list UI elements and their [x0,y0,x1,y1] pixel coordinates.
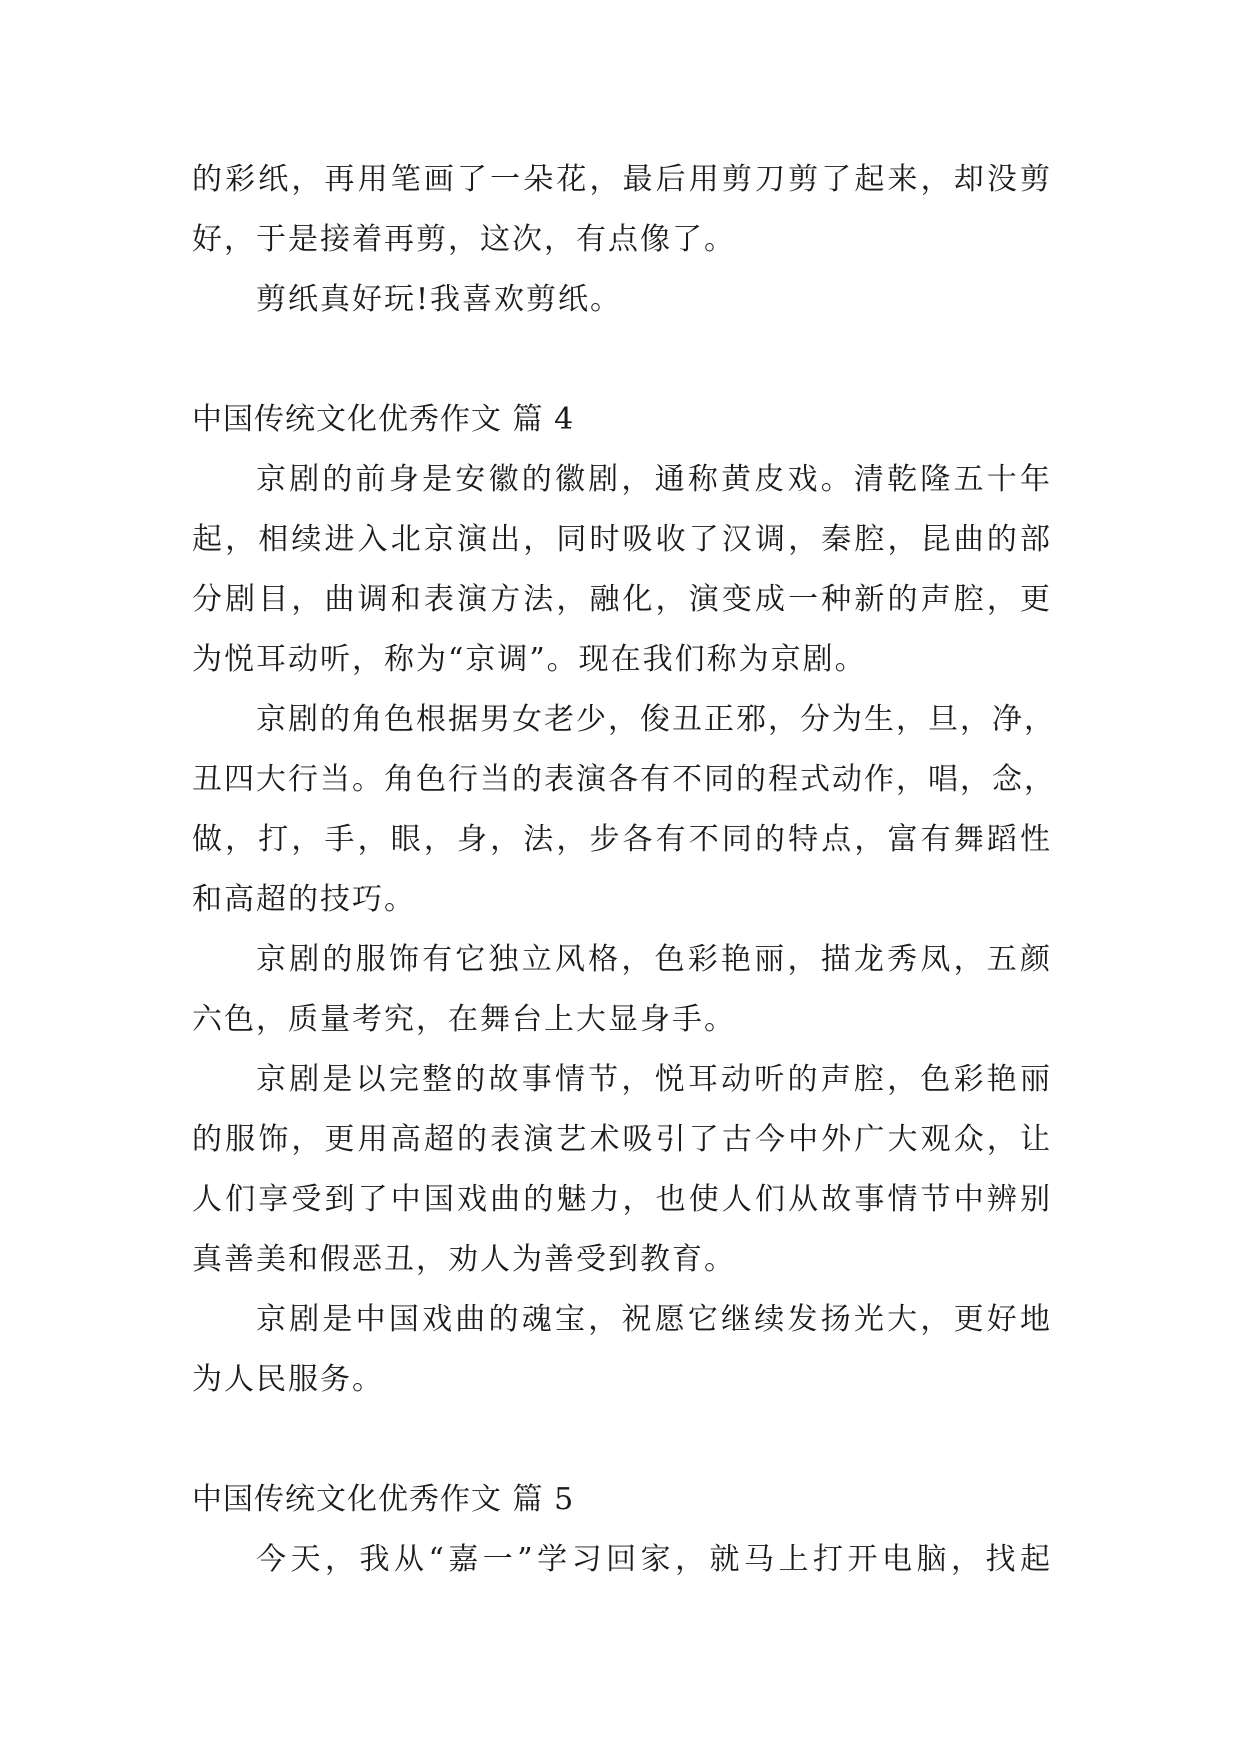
text-line: 为人民服务。 [192,1362,384,1397]
text-line: 丑四大行当。角色行当的表演各有不同的程式动作，唱，念， [192,762,1056,797]
text-line: 京剧的前身是安徽的徽剧，通称黄皮戏。清乾隆五十年 [256,462,1052,497]
section-gap [192,330,1052,390]
text-line: 人们享受到了中国戏曲的魅力，也使人们从故事情节中辨别 [192,1182,1052,1217]
text-line: 六色，质量考究，在舞台上大显身手。 [192,1002,736,1037]
text-line: 为悦耳动听，称为“京调”。现在我们称为京剧。 [192,642,867,677]
text-line: 京剧的角色根据男女老少，俊丑正邪，分为生，旦，净， [256,702,1056,737]
text-line: 的服饰，更用高超的表演艺术吸引了古今中外广大观众，让 [192,1122,1052,1157]
closing-line: 剪纸真好玩!我喜欢剪纸。 [256,282,623,317]
paragraph [192,1530,1052,1590]
text-line: 好，于是接着再剪，这次，有点像了。 [192,222,736,257]
paragraph [192,930,1052,1050]
paragraph [192,1290,1052,1410]
document-page [192,150,1056,1590]
paragraph [192,690,1056,930]
text-line: 真善美和假恶丑，劝人为善受到教育。 [192,1242,736,1277]
text-line: 起，相续进入北京演出，同时吸收了汉调，秦腔，昆曲的部 [192,522,1052,557]
text-line: 做，打，手，眼，身，法，步各有不同的特点，富有舞蹈性 [192,822,1052,857]
text-line: 京剧是中国戏曲的魂宝，祝愿它继续发扬光大，更好地 [256,1302,1052,1337]
text-line: 分剧目，曲调和表演方法，融化，演变成一种新的声腔，更 [192,582,1052,617]
paragraph [192,150,1052,270]
text-line: 的彩纸，再用笔画了一朵花，最后用剪刀剪了起来，却没剪 [192,162,1052,197]
section-heading: 中国传统文化优秀作文 篇 4 [192,402,575,437]
text-line: 今天，我从“嘉一”学习回家，就马上打开电脑，找起 [256,1542,1052,1577]
section-heading: 中国传统文化优秀作文 篇 5 [192,1482,575,1517]
text-line: 和高超的技巧。 [192,882,416,917]
text-line: 京剧的服饰有它独立风格，色彩艳丽，描龙秀凤，五颜 [256,942,1052,977]
paragraph [192,450,1052,690]
text-line: 京剧是以完整的故事情节，悦耳动听的声腔，色彩艳丽 [256,1062,1052,1097]
paragraph [192,1050,1052,1290]
section-gap [192,1410,1052,1470]
